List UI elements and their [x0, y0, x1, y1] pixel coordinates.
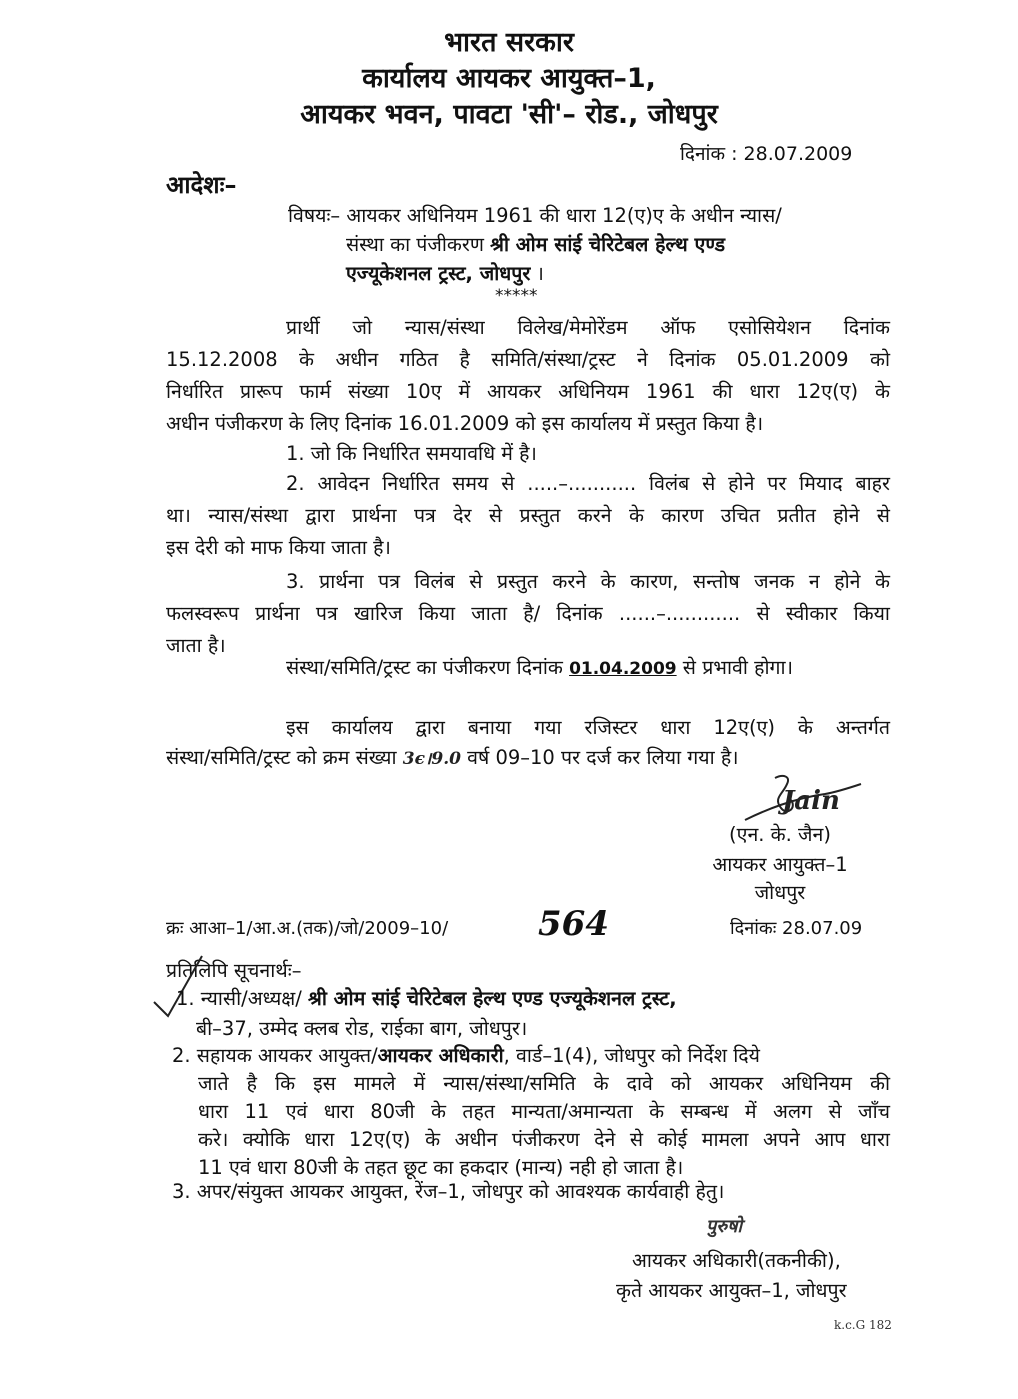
signatory-name: (एन. के. जैन)	[729, 823, 831, 846]
reference-number: क्रः आआ–1/आ.अ.(तक)/जो/2009–10/	[166, 918, 449, 939]
trust-name-part-1: श्री ओम सांई चेरिटेबल हेल्थ एण्ड	[490, 233, 726, 256]
signatory-place: जोधपुर	[754, 881, 806, 904]
dispatch-number-handwritten: 564	[538, 904, 609, 944]
copy-item-2-post: , वार्ड–1(4), जोधपुर को निर्देश दिये	[503, 1044, 760, 1067]
copy-item-1-trust: श्री ओम सांई चेरिटेबल हेल्थ एण्ड एज्यूकेशनल ट्रस्ट,	[308, 987, 677, 1010]
header-line-2: कार्यालय आयकर आयुक्त–1,	[362, 63, 656, 94]
item-2-line-2: था। न्यास/संस्था द्वारा प्रार्थना पत्र देर से प्रस्तुत करने के कारण उचित प्रतीत होने से	[166, 504, 890, 527]
para1-line-2: 15.12.2008 के अधीन गठित है समिति/संस्था/ट्रस्ट ने दिनांक 05.01.2009 को	[166, 348, 890, 371]
officer-for: कृते आयकर आयुक्त–1, जोधपुर	[616, 1279, 847, 1302]
register-serial-number: 3ϵ।9.0	[402, 749, 461, 769]
para1-line-1: प्रार्थी जो न्यास/संस्था विलेख/मेमोरेंडम ऑफ एसोसियेशन दिनांक	[286, 316, 890, 339]
item-3-line-1: 3. प्रार्थना पत्र विलंब से प्रस्तुत करने के कारण, सन्तोष जनक न होने के	[286, 570, 890, 593]
copy-item-1	[176, 984, 876, 1011]
register-line-1: इस कार्यालय द्वारा बनाया गया रजिस्टर धारा 12ए(ए) के अन्तर्गत	[286, 716, 890, 739]
subject-line-3-post: ।	[530, 262, 544, 285]
copy-item-2-line-5: 11 एवं धारा 80जी के तहत छूट का हकदार (मान्य) नही हो जाता है।	[198, 1156, 684, 1179]
item-3-line-3: जाता है।	[166, 634, 226, 657]
order-label: आदेशः–	[166, 171, 237, 199]
item-2-line-3: इस देरी को माफ किया जाता है।	[166, 536, 391, 559]
header-line-1: भारत सरकार	[444, 27, 574, 58]
item-1: 1. जो कि निर्धारित समयावधि में है।	[286, 442, 537, 465]
copy-item-1-address: बी–37, उम्मेद क्लब रोड, राईका बाग, जोधपुर।	[196, 1017, 528, 1040]
copy-heading: प्रतिलिपि सूचनार्थः–	[166, 959, 302, 982]
copy-item-2-pre: 2. सहायक आयकर आयुक्त/	[172, 1044, 378, 1067]
item-3-line-2: फलस्वरूप प्रार्थना पत्र खारिज किया जाता है/ दिनांक ......–............ से स्वीकार किया	[166, 602, 890, 625]
commissioner-signature-text: Jain	[782, 786, 840, 816]
officer-title: आयकर अधिकारी(तकनीकी),	[632, 1249, 841, 1272]
date-top: दिनांक : 28.07.2009	[680, 143, 853, 165]
register-line-2-post: वर्ष 09–10 पर दर्ज कर लिया गया है।	[460, 746, 739, 769]
effective-line	[286, 652, 896, 685]
subject-line-1: विषयः– आयकर अधिनियम 1961 की धारा 12(ए)ए के अधीन न्यास/	[288, 204, 782, 227]
footer-code: k.c.G 182	[834, 1318, 892, 1332]
signatory-title: आयकर आयुक्त–1	[712, 853, 848, 876]
trust-name-part-2: एज्यूकेशनल ट्रस्ट, जोधपुर	[346, 262, 531, 285]
register-line-2-pre: संस्था/समिति/ट्रस्ट को क्रम संख्या	[166, 746, 403, 769]
subject-line-2	[346, 229, 906, 261]
copy-item-3: 3. अपर/संयुक्त आयकर आयुक्त, रेंज–1, जोधपुर को आवश्यक कार्यवाही हेतु।	[172, 1180, 725, 1203]
reference-date: दिनांकः 28.07.09	[730, 918, 863, 939]
header-line-3: आयकर भवन, पावटा 'सी'– रोड., जोधपुर	[300, 99, 718, 130]
para1-line-4: अधीन पंजीकरण के लिए दिनांक 16.01.2009 को इस कार्यालय में प्रस्तुत किया है।	[166, 412, 764, 435]
subject-stars: *****	[495, 286, 538, 306]
effective-pre: संस्था/समिति/ट्रस्ट का पंजीकरण दिनांक	[286, 656, 570, 679]
officer-initials: पुरुषो	[706, 1216, 743, 1237]
para1-line-3: निर्धारित प्रारूप फार्म संख्या 10ए में आयकर अधिनियम 1961 की धारा 12ए(ए) के	[166, 380, 890, 403]
copy-item-2-line-3: धारा 11 एवं धारा 80जी के तहत मान्यता/अमान्यता के सम्बन्ध में अलग से जाँच	[198, 1100, 890, 1123]
copy-item-2-officer: आयकर अधिकारी	[377, 1044, 504, 1067]
subject-line-2-pre: संस्था का पंजीकरण	[346, 233, 491, 256]
effective-date: 01.04.2009	[569, 659, 677, 679]
effective-post: से प्रभावी होगा।	[676, 656, 793, 679]
item-2-line-1: 2. आवेदन निर्धारित समय से .....–........... विलंब से होने पर मियाद बाहर	[286, 472, 890, 495]
copy-item-2-line-2: जाते है कि इस मामले में न्यास/संस्था/समिति के दावे को आयकर अधिनियम की	[198, 1072, 890, 1095]
copy-item-2-line-4: करे। क्योकि धारा 12ए(ए) के अधीन पंजीकरण देने से कोई मामला अपने आप धारा	[198, 1128, 890, 1151]
copy-item-1-pre: 1. न्यासी/अध्यक्ष/	[176, 987, 309, 1010]
subject-line-3	[346, 258, 906, 290]
